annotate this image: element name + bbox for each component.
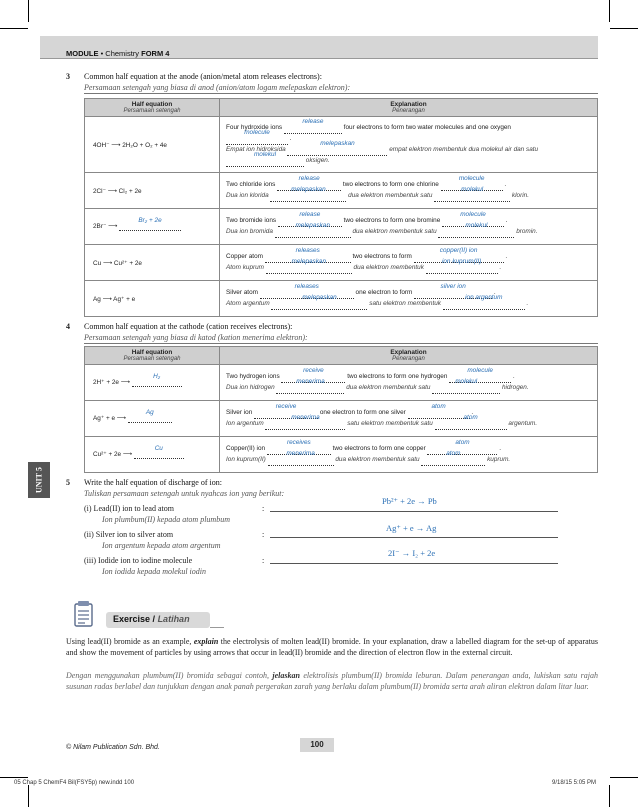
answer-blank[interactable]: ion argentum — [443, 299, 525, 310]
col-explanation: Explanation Penerangan — [220, 99, 598, 117]
q5-answer[interactable]: Pb²⁺ + 2e → Pb — [382, 496, 437, 506]
answer-blank[interactable]: melepaskan — [271, 299, 367, 310]
answer-blank[interactable]: atom — [435, 419, 507, 430]
crop-mark — [609, 785, 610, 807]
date-slug: 9/18/15 5:05 PM — [552, 780, 597, 786]
answer-blank[interactable]: silver ion — [414, 288, 492, 299]
page-header — [66, 49, 169, 58]
table-row — [85, 437, 598, 473]
answer-blank[interactable]: release — [278, 216, 342, 227]
q5-item-label-ms: Ion plumbum(II) kepada atom plumbum — [102, 515, 230, 524]
table-row — [85, 209, 598, 245]
answer-blank[interactable]: molecule — [441, 180, 503, 191]
answer-blank[interactable]: H₂ — [132, 379, 182, 387]
explanation: Copper(II) ion receives two electrons to form one copper atom . Ion kuprum(II) menerima dua elektron membentuk satu atom kuprum. — [220, 437, 598, 473]
crop-mark — [0, 28, 28, 29]
q5-answer[interactable]: Ag⁺ + e → Ag — [386, 523, 437, 533]
answer-blank[interactable]: menerima — [268, 455, 334, 466]
q5-text-ms: Tuliskan persamaan setengah untuk nyahcas ion yang berikut: — [84, 489, 285, 498]
half-equation: Cu ⟶ Cu²⁺ + 2e — [85, 245, 220, 281]
answer-blank[interactable]: molecule — [226, 134, 288, 145]
crop-mark — [610, 777, 638, 778]
q5-item-label: (ii) Silver ion to silver atom — [84, 530, 174, 539]
answer-line — [270, 563, 558, 564]
answer-blank[interactable]: molekul — [226, 156, 304, 167]
colon: : — [262, 504, 265, 513]
table-row — [85, 117, 598, 173]
q5-answer[interactable]: 2I⁻ → I₂ + 2e — [388, 548, 436, 558]
header-module: MODULE — [66, 49, 99, 58]
answer-blank[interactable]: releases — [265, 252, 351, 263]
q3-number: 3 — [66, 72, 70, 81]
file-slug: 05 Chap 5 ChemF4 Bil(FSY5p) new.indd 100 — [14, 780, 135, 786]
half-equation: 2H⁺ + 2e ⟶ H₂ — [85, 365, 220, 401]
cathode-table-header — [85, 347, 598, 365]
page-number: 100 — [300, 738, 334, 752]
q5-item-label-ms: Ion argentum kepada atom argentum — [102, 541, 221, 550]
answer-blank[interactable]: Ag — [128, 415, 172, 423]
q4-text: Common half equation at the cathode (cation receives electrons): — [84, 322, 293, 331]
header-divider — [40, 58, 598, 59]
q5-item-label: (iii) Iodide ion to iodine molecule — [84, 556, 193, 565]
answer-blank[interactable]: atom — [421, 455, 485, 466]
answer-blank[interactable]: releases — [260, 288, 354, 299]
answer-blank[interactable]: atom — [427, 444, 497, 455]
half-equation: Ag ⟶ Ag⁺ + e — [85, 281, 220, 317]
table-row — [85, 245, 598, 281]
anode-table-header — [85, 99, 598, 117]
answer-line — [270, 537, 558, 538]
answer-blank[interactable]: release — [284, 123, 342, 134]
anode-table — [84, 98, 598, 317]
header-form: FORM 4 — [141, 49, 170, 58]
header-subject: • Chemistry — [98, 49, 142, 58]
q4-underline — [84, 343, 598, 344]
answer-blank[interactable]: molekul — [432, 383, 500, 394]
answer-line — [270, 511, 558, 512]
crop-mark — [609, 0, 610, 22]
crop-mark — [610, 28, 638, 29]
half-equation: 4OH⁻ ⟶ 2H₂O + O₂ + 4e — [85, 117, 220, 173]
answer-blank[interactable]: melepaskan — [275, 227, 351, 238]
answer-blank[interactable]: molekul — [434, 191, 510, 202]
col-explanation: Explanation Penerangan — [220, 347, 598, 365]
q4-number: 4 — [66, 322, 70, 331]
half-equation: 2Cl⁻ ⟶ Cl₂ + 2e — [85, 173, 220, 209]
answer-blank[interactable]: atom — [408, 408, 470, 419]
colon: : — [262, 556, 265, 565]
q5-item-label-ms: Ion iodida kepada molekul iodin — [102, 567, 206, 576]
copyright: © Nilam Publication Sdn. Bhd. — [66, 744, 160, 751]
answer-blank[interactable]: Cu — [134, 451, 184, 459]
table-row — [85, 401, 598, 437]
q5-number: 5 — [66, 478, 70, 487]
explanation: Two bromide ions release two electrons to form one bromine molecule . Dua ion bromida melepaskan dua elektron membentuk satu molekul bromin. — [220, 209, 598, 245]
crop-mark — [0, 777, 28, 778]
answer-blank[interactable]: melepaskan — [287, 145, 387, 156]
exercise-rule — [210, 627, 224, 628]
q3-text: Common half equation at the anode (anion/metal atom releases electrons): — [84, 72, 322, 81]
col-half-equation: Half equation Persamaan setengah — [85, 347, 220, 365]
half-equation: Ag⁺ + e ⟶ Ag — [85, 401, 220, 437]
answer-blank[interactable]: molekul — [438, 227, 514, 238]
answer-blank[interactable]: ion kuprum(II) — [426, 263, 498, 274]
q3-text-ms: Persamaan setengah yang biasa di anod (anion/atom logam melepaskan elektron): — [84, 83, 351, 92]
q5-text: Write the half equation of discharge of ion: — [84, 478, 222, 487]
explanation: Two hydrogen ions receive two electrons to form one hydrogen molecule . Dua ion hidrogen menerima dua elektron membentuk satu molekul hidrogen. — [220, 365, 598, 401]
col-half-equation: Half equation Persamaan setengah — [85, 99, 220, 117]
exercise-text-ms: Dengan menggunakan plumbum(II) bromida sebagai contoh, jelaskan elektrolisis plumbum(II) bromida leburan. Dalam penerangan anda, lukiskan satu rajah susunan radas berlabel dan tunjukkan dengan anak panah pergerakan zarah yang berlaku dalam plumbum(II) bromida serta arah aliran elektron dalam litar luar. — [66, 671, 598, 691]
answer-blank[interactable]: molecule — [449, 372, 511, 383]
answer-blank[interactable]: menerima — [265, 419, 345, 430]
explanation: Copper atom releases two electrons to form copper(II) ion . Atom kuprum melepaskan dua elektron membentuk ion kuprum(II) . — [220, 245, 598, 281]
answer-blank[interactable]: receives — [267, 444, 331, 455]
table-row — [85, 281, 598, 317]
explanation: Silver ion receive one electron to form one silver atom . Ion argentum menerima satu elektron membentuk satu atom argentum. — [220, 401, 598, 437]
answer-blank[interactable]: receive — [281, 372, 345, 383]
answer-blank[interactable]: melepaskan — [270, 191, 346, 202]
answer-blank[interactable]: molecule — [442, 216, 504, 227]
colon: : — [262, 530, 265, 539]
explanation: Silver atom releases one electron to form silver ion . Atom argentum melepaskan satu elektron membentuk ion argentum . — [220, 281, 598, 317]
answer-blank[interactable]: melepaskan — [266, 263, 352, 274]
q4-text-ms: Persamaan setengah yang biasa di katod (kation menerima elektron): — [84, 333, 308, 342]
answer-blank[interactable]: copper(II) ion — [414, 252, 504, 263]
crop-mark — [28, 785, 29, 807]
q3-underline — [84, 93, 598, 94]
answer-blank[interactable]: menerima — [276, 383, 344, 394]
answer-blank[interactable]: release — [277, 180, 341, 191]
q5-item-label: (i) Lead(II) ion to lead atom — [84, 504, 174, 513]
crop-mark — [28, 0, 29, 22]
unit-tab: UNIT 5 — [28, 462, 50, 498]
exercise-notepad-icon — [72, 600, 96, 628]
half-equation: 2Br⁻ ⟶ Br₂ + 2e — [85, 209, 220, 245]
answer-blank[interactable]: receive — [254, 408, 318, 419]
exercise-text: Using lead(II) bromide as an example, explain the electrolysis of molten lead(II) bromide. In your explanation, draw a labelled diagram for the set-up of apparatus and show the movement of particles by using arrows that occur in lead(II) bromide and the direction of electron flow in the external circuit. — [66, 637, 598, 657]
half-equation: Cu²⁺ + 2e ⟶ Cu — [85, 437, 220, 473]
answer-blank[interactable]: Br₂ + 2e — [119, 223, 181, 231]
exercise-title: Exercise / Latihan — [113, 614, 190, 624]
cathode-table — [84, 346, 598, 473]
explanation: Two chloride ions release two electrons to form one chlorine molecule . Dua ion klorida melepaskan dua elektron membentuk satu molekul klorin. — [220, 173, 598, 209]
table-row — [85, 173, 598, 209]
explanation: Four hydroxide ions release four electrons to form two water molecules and one oxygen molecule . Empat ion hidroksida melepaskan empat elektron membentuk dua molekul air dan satu molekul oksigen. — [220, 117, 598, 173]
table-row — [85, 365, 598, 401]
